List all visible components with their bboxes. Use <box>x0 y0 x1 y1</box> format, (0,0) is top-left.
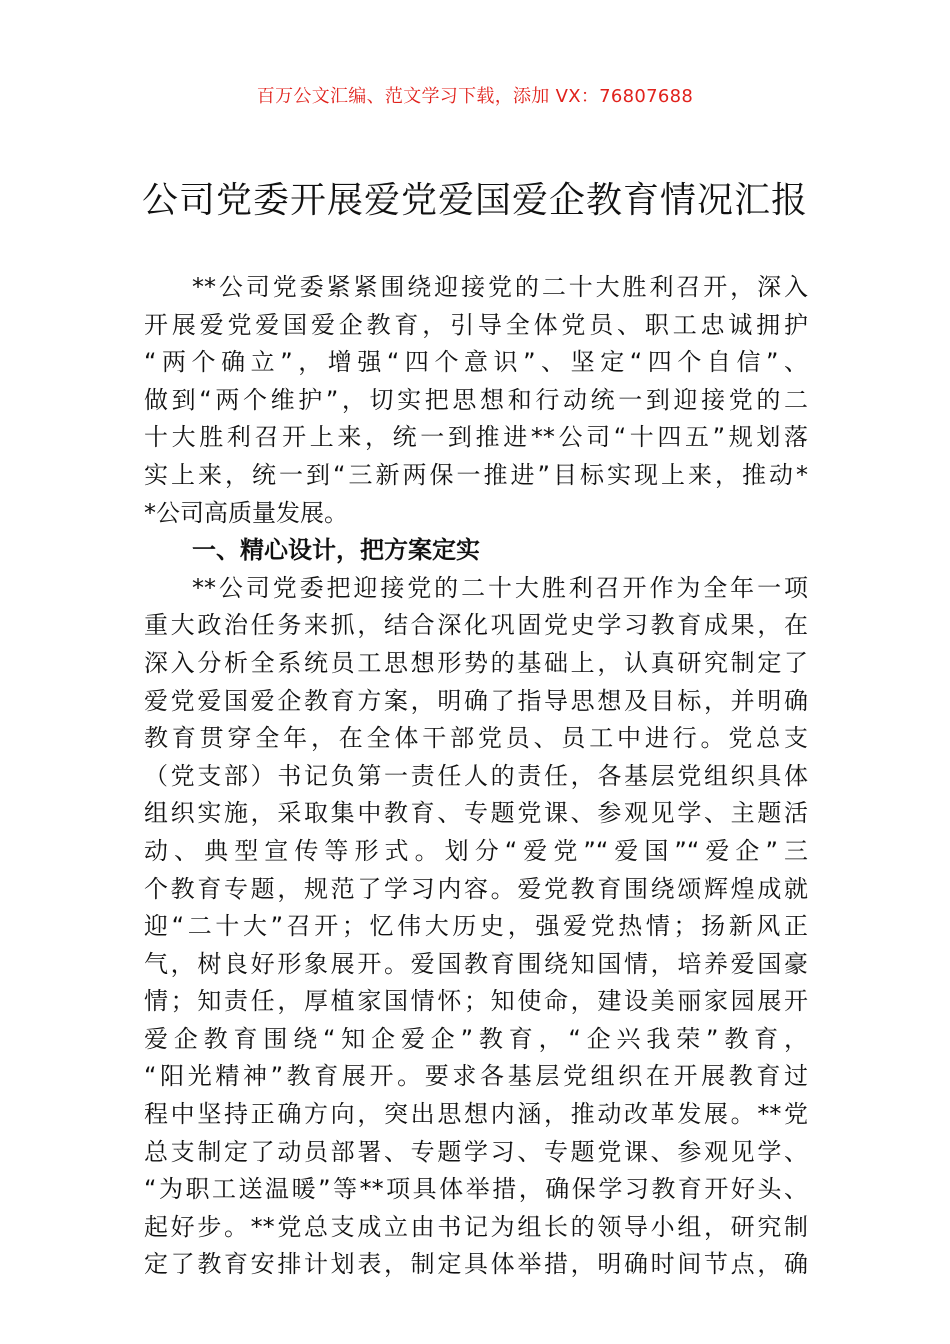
text-line: 做到“两个维护”，切实把思想和行动统一到迎接党的二 <box>144 385 808 414</box>
document-body <box>144 269 808 1284</box>
text-line: **公司党委把迎接党的二十大胜利召开作为全年一项 <box>192 573 808 602</box>
text-line: 组织实施，采取集中教育、专题党课、参观见学、主题活 <box>144 799 808 828</box>
text-line: “为职工送温暖”等**项具体举措，确保学习教育开好头、 <box>144 1175 808 1204</box>
text-line: 程中坚持正确方向，突出思想内涵，推动改革发展。**党 <box>144 1100 808 1129</box>
text-line: 起好步。**党总支成立由书记为组长的领导小组，研究制 <box>144 1212 808 1241</box>
section-heading: 一、精心设计，把方案定实 <box>192 536 480 565</box>
text-line: 教育贯穿全年，在全体干部党员、员工中进行。党总支 <box>144 724 808 753</box>
paragraph-section1 <box>144 570 808 1284</box>
paragraph-intro <box>144 269 808 532</box>
text-line: 深入分析全系统员工思想形势的基础上，认真研究制定了 <box>144 648 808 677</box>
text-line: 迎“二十大”召开；忆伟大历史，强爱党热情；扬新风正 <box>144 912 808 941</box>
text-line: 爱党爱国爱企教育方案，明确了指导思想及目标，并明确 <box>144 686 808 715</box>
text-line: 十大胜利召开上来，统一到推进**公司“十四五”规划落 <box>144 423 808 452</box>
text-line: “阳光精神”教育展开。要求各基层党组织在开展教育过 <box>144 1062 808 1091</box>
promo-banner: 百万公文汇编、范文学习下载，添加 VX：76807688 <box>256 86 694 107</box>
text-line: **公司党委紧紧围绕迎接党的二十大胜利召开，深入 <box>192 273 808 301</box>
text-line: 个教育专题，规范了学习内容。爱党教育围绕颂辉煌成就 <box>144 874 808 903</box>
text-line: 重大政治任务来抓，结合深化巩固党史学习教育成果，在 <box>144 611 808 640</box>
text-line: 爱企教育围绕“知企爱企”教育，“企兴我荣”教育， <box>144 1024 808 1053</box>
text-line: 动、典型宣传等形式。划分“爱党”“爱国”“爱企”三 <box>144 836 808 865</box>
document-title: 公司党委开展爱党爱国爱企教育情况汇报 <box>141 180 808 221</box>
text-line: 总支制定了动员部署、专题学习、专题党课、参观见学、 <box>144 1137 808 1166</box>
text-line: *公司高质量发展。 <box>144 498 348 527</box>
text-line: （党支部）书记负第一责任人的责任，各基层党组织具体 <box>144 761 808 790</box>
text-line: 定了教育安排计划表，制定具体举措，明确时间节点，确 <box>144 1250 808 1279</box>
text-line: 气，树良好形象展开。爱国教育围绕知国情，培养爱国豪 <box>144 949 808 978</box>
text-line: 实上来，统一到“三新两保一推进”目标实现上来，推动* <box>144 460 808 489</box>
text-line: 开展爱党爱国爱企教育，引导全体党员、职工忠诚拥护 <box>144 310 808 339</box>
text-line: 情；知责任，厚植家国情怀；知使命，建设美丽家园展开 <box>144 987 808 1016</box>
text-line: “两个确立”，增强“四个意识”、坚定“四个自信”、 <box>144 348 808 377</box>
